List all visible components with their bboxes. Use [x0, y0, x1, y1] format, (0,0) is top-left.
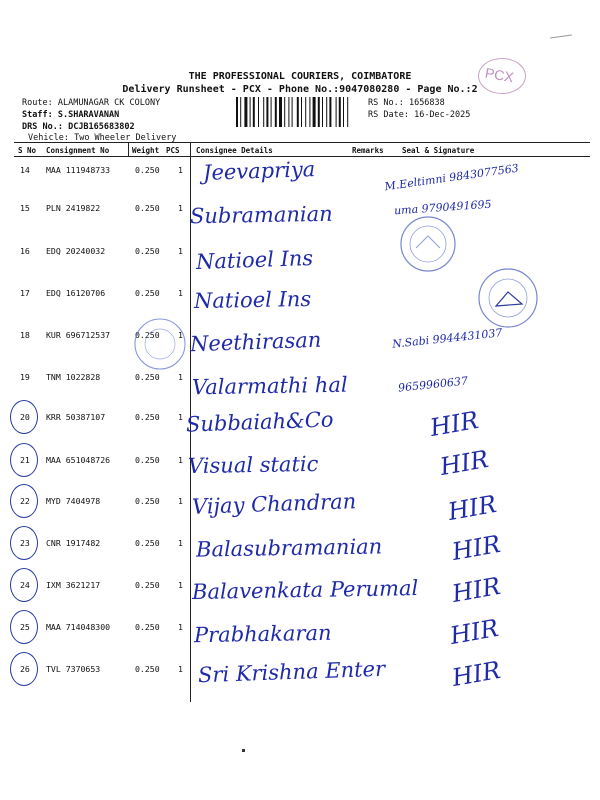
col-weight: Weight [132, 146, 160, 155]
column-divider-weight [128, 142, 129, 156]
row-consignee-handwritten: Jeevapriya [202, 157, 316, 185]
barcode-bar [263, 97, 264, 127]
row-serial-number: 15 [20, 203, 30, 213]
row-consignment-number: TVL 7370653 [46, 664, 101, 674]
row-pieces: 1 [178, 664, 183, 674]
row-seal-signature: HIR [437, 445, 491, 481]
company-title: THE PROFESSIONAL COURIERS, COIMBATORE [188, 71, 412, 82]
row-pieces: 1 [178, 622, 183, 632]
row-serial-number: 23 [20, 538, 30, 548]
row-serial-number: 17 [20, 288, 30, 298]
col-seal: Seal & Signature [402, 146, 475, 155]
barcode-bar [347, 97, 348, 127]
row-consignment-number: MAA 111948733 [46, 165, 111, 175]
table-row [0, 195, 600, 235]
row-serial-number: 21 [20, 455, 30, 465]
vehicle-value: Two Wheeler Delivery [74, 133, 177, 143]
barcode [236, 97, 364, 127]
row-seal-signature: HIR [449, 530, 503, 566]
row-consignee-handwritten: Natioel Ins [195, 245, 314, 275]
row-pieces: 1 [178, 288, 183, 298]
row-consignment-number: MAA 714048300 [46, 622, 111, 632]
barcode-bar [244, 97, 247, 127]
row-seal-signature: HIR [447, 614, 501, 650]
barcode-bar [250, 97, 251, 127]
row-pieces: 1 [178, 538, 183, 548]
row-consignment-number: TNM 1022828 [46, 372, 101, 382]
barcode-bar [313, 97, 316, 127]
company-seal-stamp [398, 214, 458, 274]
rs-date-label: RS Date: [368, 110, 409, 120]
barcode-bar [288, 97, 289, 127]
staff-line [22, 110, 119, 120]
barcode-bar [258, 97, 259, 127]
drs-label: DRS No.: [22, 122, 63, 132]
route-value: ALAMUNAGAR CK COLONY [57, 98, 161, 108]
drs-line [22, 122, 135, 132]
staff-value: S.SHARAVANAN [57, 110, 120, 120]
row-consignee-handwritten: Subramanian [189, 201, 333, 229]
table-row [0, 404, 600, 444]
row-consignee-handwritten: Vijay Chandran [191, 489, 357, 519]
barcode-bar [329, 97, 331, 127]
row-consignee-handwritten: Balavenkata Perumal [191, 576, 419, 604]
corner-stamp-text: PCX [483, 64, 515, 86]
table-top-rule [14, 142, 590, 143]
row-weight: 0.250 [135, 496, 160, 506]
col-pcs: PCS [166, 146, 180, 155]
barcode-bar [309, 97, 310, 127]
row-consignment-number: KUR 696712537 [46, 330, 111, 340]
row-serial-number: 14 [20, 165, 30, 175]
barcode-bar [292, 97, 293, 127]
row-seal-signature: M.Eeltimni 9843077563 [383, 161, 520, 194]
row-seal-signature: N.Sabi 9944431037 [391, 326, 503, 351]
row-serial-number: 18 [20, 330, 30, 340]
barcode-bar [284, 97, 285, 127]
col-sno: S No [18, 146, 37, 155]
rs-no-line [368, 98, 445, 108]
runsheet-subtitle: Delivery Runsheet - PCX - Phone No.:9047080280 - Page No.:2 [122, 84, 478, 95]
row-pieces: 1 [178, 412, 183, 422]
barcode-bar [322, 97, 323, 127]
row-weight: 0.250 [135, 538, 160, 548]
barcode-bar [318, 97, 320, 127]
row-weight: 0.250 [135, 664, 160, 674]
row-weight: 0.250 [135, 246, 160, 256]
barcode-bar [305, 97, 306, 127]
barcode-bar [266, 97, 268, 127]
row-pieces: 1 [178, 455, 183, 465]
row-consignee-handwritten: Sri Krishna Enter [197, 656, 386, 688]
col-consignment: Consignment No [46, 146, 110, 155]
table-row [0, 614, 600, 654]
row-pieces: 1 [178, 496, 183, 506]
row-pieces: 1 [178, 372, 183, 382]
serial-circle-mark [10, 484, 38, 518]
row-consignment-number: PLN 2419822 [46, 203, 101, 213]
row-consignee-handwritten: Balasubramanian [195, 534, 383, 562]
col-consignee: Consignee Details [196, 146, 273, 155]
row-weight: 0.250 [135, 288, 160, 298]
table-row [0, 488, 600, 528]
row-seal-signature: uma 9790491695 [393, 197, 492, 218]
row-serial-number: 20 [20, 412, 30, 422]
barcode-bar [339, 97, 341, 127]
corner-mark [550, 34, 572, 38]
barcode-bar [253, 97, 255, 127]
footer-mark [242, 749, 245, 752]
serial-circle-mark [10, 652, 38, 686]
row-consignment-number: KRR 50387107 [46, 412, 106, 422]
barcode-bar [297, 97, 299, 127]
row-consignee-handwritten: Valarmathi hal [191, 372, 348, 400]
row-consignment-number: EDQ 20240032 [46, 246, 106, 256]
barcode-bar [279, 97, 282, 127]
serial-circle-mark [10, 610, 38, 644]
table-row [0, 157, 600, 197]
vehicle-label: Vehicle: [28, 133, 69, 143]
route-label: Route: [22, 98, 53, 108]
row-seal-signature: HIR [445, 490, 499, 526]
serial-circle-mark [10, 443, 38, 477]
row-consignee-handwritten: Natioel Ins [193, 286, 312, 314]
table-row [0, 656, 600, 696]
table-row [0, 364, 600, 404]
row-serial-number: 24 [20, 580, 30, 590]
row-consignment-number: MAA 651048726 [46, 455, 111, 465]
insurance-seal-stamp [476, 266, 540, 330]
row-consignment-number: CNR 1917482 [46, 538, 101, 548]
row-pieces: 1 [178, 580, 183, 590]
office-seal-stamp [132, 316, 188, 372]
row-consignee-handwritten: Subbaiah&Co [185, 407, 334, 437]
row-seal-signature: HIR [427, 406, 481, 442]
row-pieces: 1 [178, 203, 183, 213]
barcode-bar [343, 97, 344, 127]
row-serial-number: 16 [20, 246, 30, 256]
row-consignee-handwritten: Visual static [187, 451, 319, 479]
row-seal-signature: 9659960637 [397, 374, 469, 395]
table-row [0, 447, 600, 487]
route-line [22, 98, 160, 108]
barcode-bar [240, 97, 241, 127]
barcode-bar [271, 97, 272, 127]
serial-circle-mark [10, 526, 38, 560]
row-weight: 0.250 [135, 165, 160, 175]
barcode-bar [275, 97, 277, 127]
row-pieces: 1 [178, 330, 183, 340]
row-consignment-number: EDQ 16120706 [46, 288, 106, 298]
barcode-bar [336, 97, 337, 127]
row-serial-number: 19 [20, 372, 30, 382]
barcode-bar [301, 97, 302, 127]
barcode-bar [236, 97, 238, 127]
staff-label: Staff: [22, 110, 53, 120]
rs-date-line [368, 110, 470, 120]
rs-no-value: 1656838 [408, 98, 445, 108]
row-serial-number: 26 [20, 664, 30, 674]
barcode-bar [326, 97, 327, 127]
row-weight: 0.250 [135, 203, 160, 213]
row-pieces: 1 [178, 246, 183, 256]
table-row [0, 530, 600, 570]
col-remarks: Remarks [352, 146, 384, 155]
table-row [0, 572, 600, 612]
drs-value: DCJB165683802 [68, 122, 135, 132]
row-serial-number: 22 [20, 496, 30, 506]
row-consignment-number: IXM 3621217 [46, 580, 101, 590]
serial-circle-mark [10, 568, 38, 602]
row-seal-signature: HIR [449, 656, 503, 692]
row-pieces: 1 [178, 165, 183, 175]
row-consignee-handwritten: Neethirasan [189, 327, 322, 357]
row-weight: 0.250 [135, 330, 160, 340]
rs-no-label: RS No.: [368, 98, 404, 108]
row-weight: 0.250 [135, 412, 160, 422]
rs-date-value: 16-Dec-2025 [414, 110, 471, 120]
row-serial-number: 25 [20, 622, 30, 632]
row-weight: 0.250 [135, 372, 160, 382]
row-seal-signature: HIR [449, 572, 503, 608]
row-consignment-number: MYD 7404978 [46, 496, 101, 506]
row-weight: 0.250 [135, 580, 160, 590]
row-weight: 0.250 [135, 455, 160, 465]
row-weight: 0.250 [135, 622, 160, 632]
serial-circle-mark [10, 400, 38, 434]
row-consignee-handwritten: Prabhakaran [193, 620, 332, 648]
